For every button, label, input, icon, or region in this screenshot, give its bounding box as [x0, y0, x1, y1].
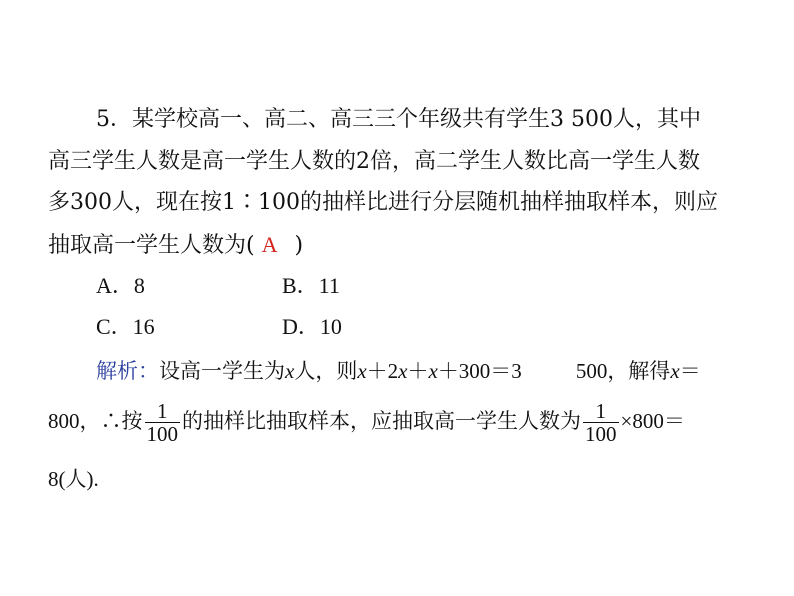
var-x: x — [428, 359, 438, 383]
equation-part: ＝ — [679, 359, 701, 383]
question-line-2: 高三学生人数是高一学生人数的2倍，高二学生人数比高一学生人数 — [48, 149, 700, 174]
var-x: x — [357, 359, 367, 383]
fraction-1-100 — [145, 400, 181, 445]
solution-text: 设高一学生为 — [159, 359, 285, 383]
fraction-denominator: 100 — [585, 422, 617, 446]
question-line-1: 5．某学校高一、高二、高三三个年级共有学生3 500人，其中 — [96, 107, 701, 132]
equation-part: ＋2 — [366, 359, 399, 383]
equation-part: ＋ — [407, 359, 429, 383]
equation-part: 500，解得 — [575, 359, 671, 383]
solution-line-3: 8(人). — [48, 467, 99, 491]
question-prompt: 抽取高一学生人数为( — [48, 233, 255, 258]
question-line-3: 多300人，现在按1∶100的抽样比进行分层随机抽样抽取样本，则应 — [48, 190, 718, 215]
solution-text: 的抽样比抽取样本，应抽取高一学生人数为 — [182, 409, 581, 433]
option-c: C．16 — [96, 314, 155, 339]
solution-label: 解析： — [96, 359, 159, 383]
option-a: A．8 — [96, 273, 145, 298]
question-close-paren: ) — [294, 233, 304, 258]
option-b: B．11 — [282, 273, 340, 298]
var-x: x — [670, 359, 680, 383]
var-x: x — [285, 359, 295, 383]
fraction-denominator: 100 — [146, 422, 178, 446]
var-x: x — [398, 359, 408, 383]
option-d: D．10 — [282, 314, 342, 339]
solution-text: 人，则 — [294, 359, 358, 383]
solution-line-2 — [48, 398, 685, 445]
solution-line-1 — [96, 358, 701, 384]
fraction-1-100 — [583, 400, 619, 445]
answer-mark: A — [261, 232, 278, 257]
equation-part: ＋300＝3 — [437, 359, 522, 383]
fraction-numerator: 1 — [145, 400, 181, 423]
fraction-numerator: 1 — [583, 400, 619, 423]
question-line-4 — [48, 232, 303, 259]
solution-text: 800，∴按 — [48, 409, 143, 433]
solution-text: ×800＝ — [620, 409, 685, 433]
